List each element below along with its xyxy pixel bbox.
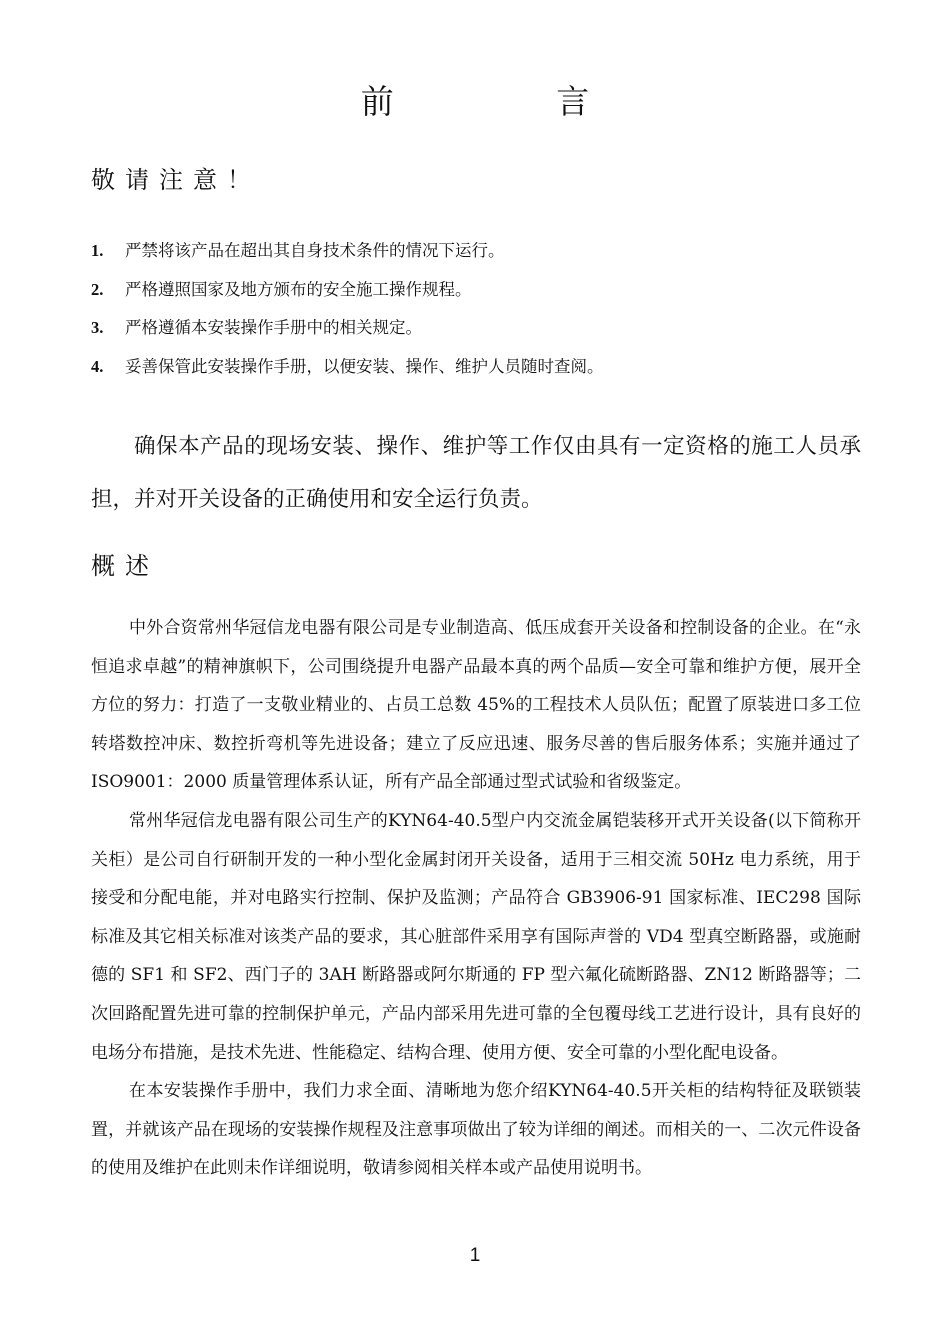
overview-paragraph-manual: 在本安装操作手册中，我们力求全面、清晰地为您介绍KYN64-40.5开关柜的结构特征及联锁装置，并就该产品在现场的安装操作规程及注意事项做出了较为详细的阐述。而相关的一、二次元件设备的使用及维护在此则未作详细说明，敬请参阅相关样本或产品使用说明书。 xyxy=(91,1081,861,1179)
item-text: 严格遵循本安装操作手册中的相关规定。 xyxy=(125,318,422,337)
list-item xyxy=(91,232,871,271)
notice-list xyxy=(91,232,871,386)
qualification-paragraph: 确保本产品的现场安装、操作、维护等工作仅由具有一定资格的施工人员承担，并对开关设备的正确使用和安全运行负责。 xyxy=(91,434,861,512)
overview-body xyxy=(91,609,861,1188)
list-item xyxy=(91,271,871,310)
list-item xyxy=(91,309,871,348)
item-number: 2. xyxy=(91,279,104,299)
overview-heading: 概述 xyxy=(91,552,159,580)
item-number: 1. xyxy=(91,241,104,260)
page-title: 前 言 xyxy=(360,82,666,121)
item-number: 4. xyxy=(91,356,104,376)
notice-heading: 敬请注意！ xyxy=(91,166,261,194)
list-item xyxy=(91,348,871,387)
item-text: 严格遵照国家及地方颁布的安全施工操作规程。 xyxy=(125,279,472,299)
overview-paragraph-company: 中外合资常州华冠信龙电器有限公司是专业制造高、低压成套开关设备和控制设备的企业。在“永恒追求卓越”的精神旗帜下，公司围绕提升电器产品最本真的两个品质—安全可靠和维护方便，展开全方位的努力：打造了一支敬业精业的、占员工总数 45%的工程技术人员队伍；配置了原装进口多工位转塔数控冲床、数控折弯机等先进设备；建立了反应迅速、服务尽善的售后服务体系；实施并通过了 ISO9001：2000 质量管理体系认证，所有产品全部通过型式试验和省级鉴定。 xyxy=(91,618,861,793)
overview-paragraph-product: 常州华冠信龙电器有限公司生产的KYN64-40.5型户内交流金属铠装移开式开关设备(以下简称开关柜）是公司自行研制开发的一种小型化金属封闭开关设备，适用于三相交流 50Hz 电力系统，用于接受和分配电能，并对电路实行控制、保护及监测；产品符合 GB3906-91 国家标准、IEC298 国际标准及其它相关标准对该类产品的要求，其心脏部件采用享有国际声誉的 VD4 型真空断路器，或施耐德的 SF1 和 SF2、西门子的 3AH 断路器或阿尔斯通的 FP 型六氟化硫断路器、ZN12 断路器等；二次回路配置先进可靠的控制保护单元，产品内部采用先进可靠的全包覆母线工艺进行设计，具有良好的电场分布措施，是技术先进、性能稳定、结构合理、使用方便、安全可靠的小型化配电设备。 xyxy=(91,810,861,1063)
item-text: 妥善保管此安装操作手册，以便安装、操作、维护人员随时查阅。 xyxy=(125,356,604,376)
item-number: 3. xyxy=(91,318,104,337)
item-text: 严禁将该产品在超出其自身技术条件的情况下运行。 xyxy=(125,241,505,260)
page-number: 1 xyxy=(469,1245,481,1266)
